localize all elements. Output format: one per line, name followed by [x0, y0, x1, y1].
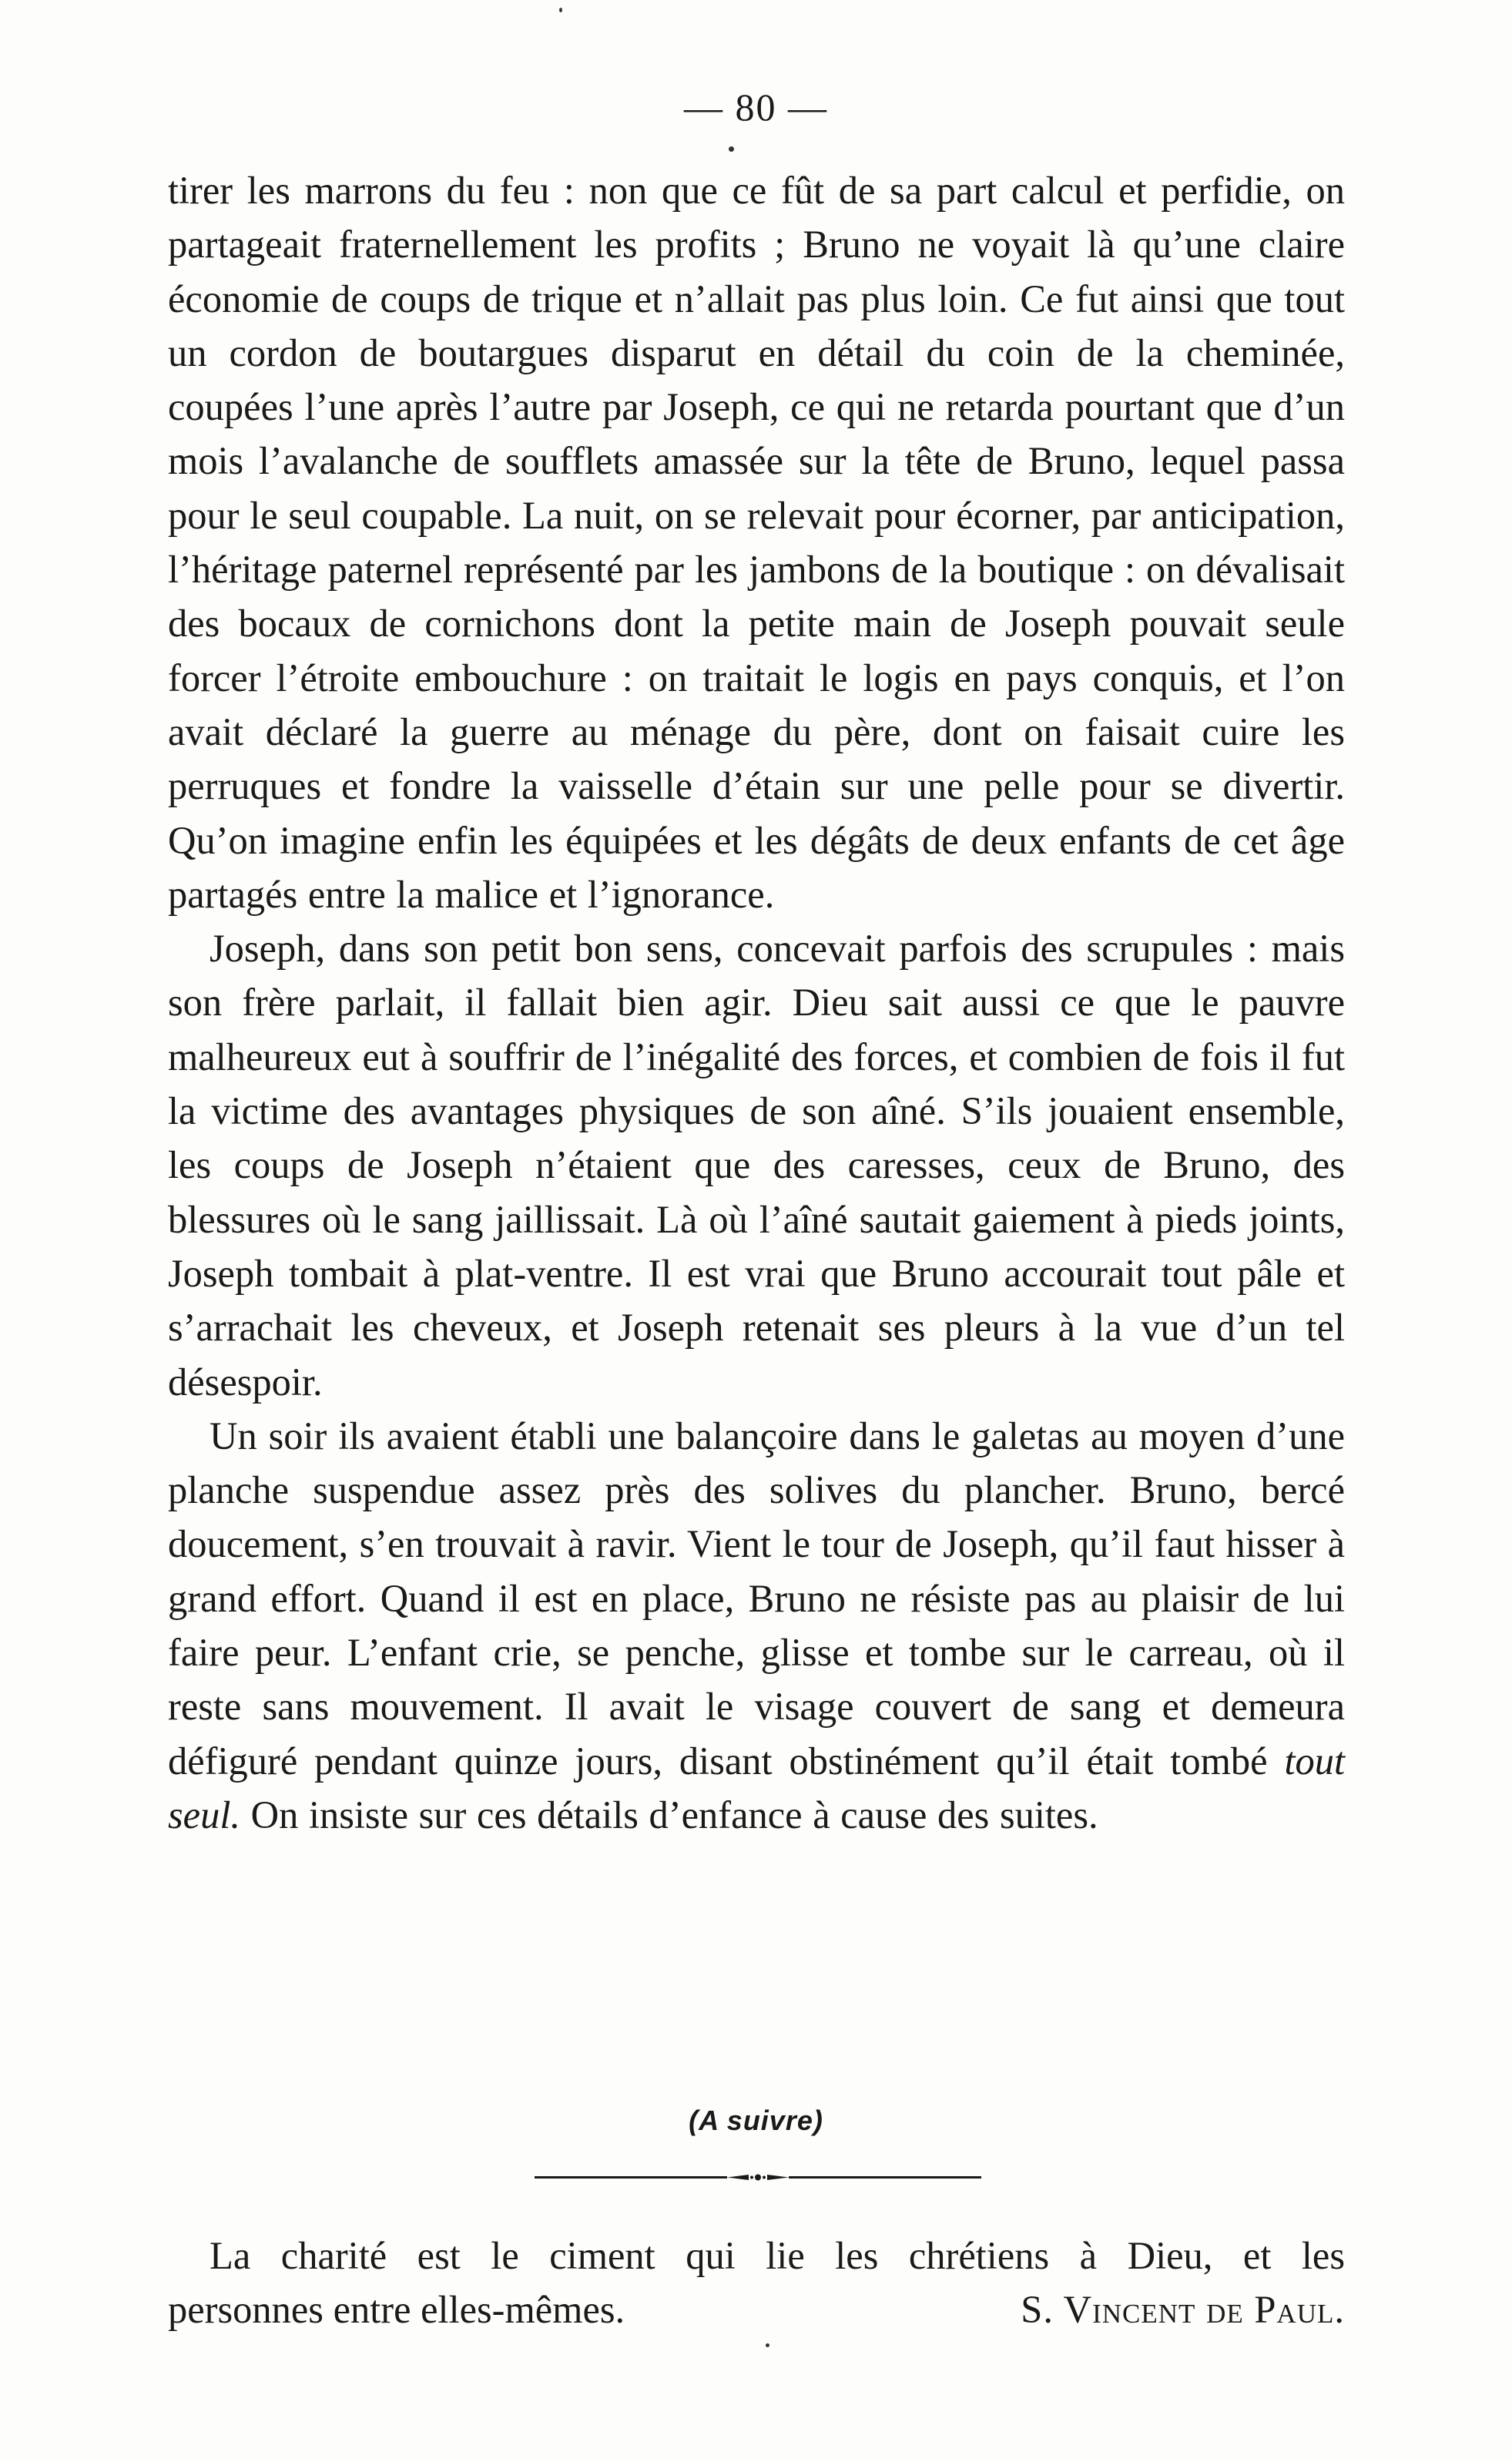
quote-line-1: La charité est le ciment qui lie les chrétiens à Dieu, et les [210, 2234, 1345, 2277]
ornament-divider [535, 2170, 981, 2185]
scan-speck [729, 146, 734, 152]
ornament-rule-left [535, 2176, 727, 2179]
page-number: — 80 — [684, 86, 828, 129]
quote-author: S. Vincent de Paul. [1021, 2288, 1345, 2332]
paragraph-3-end: On insiste sur ces détails d’enfance à cause des suites. [240, 1793, 1098, 1836]
scan-speck [766, 2343, 769, 2347]
paragraph-3-text: Un soir ils avaient établi une balançoire dans le galetas au moyen d’une planche suspendue assez près des solives du plancher. Bruno, bercé doucement, s’en trouvait à ravir. Vient le tour de Joseph, qu’il faut hisser à grand effort. Quand il est en place, Bruno ne résiste pas au plaisir de lui faire peur. L’enfant crie, se penche, glisse et tombe sur le carreau, où il reste sans mouvement. Il avait le visage couvert de sang et demeura défiguré pendant quinze jours, disant obstinément qu’il était tombé [168, 1414, 1345, 1783]
body-text [168, 163, 1345, 1842]
paragraph-2: Joseph, dans son petit bon sens, concevait parfois des scrupules : mais son frère parlait, il fallait bien agir. Dieu sait aussi ce que le pauvre malheureux eut à souffrir de l’inégalité des forces, et combien de fois il fut la victime des avantages physiques de son aîné. S’ils jouaient ensemble, les coups de Joseph n’étaient que des caresses, ceux de Bruno, des blessures où le sang jaillissait. Là où l’aîné sautait gaiement à pieds joints, Joseph tombait à plat-ventre. Il est vrai que Bruno accourait tout pâle et s’arrachait les cheveux, et Joseph retenait ses pleurs à la vue d’un tel désespoir. [168, 927, 1345, 1404]
quote-line-2-text: personnes entre elles-mêmes. [168, 2288, 625, 2332]
paragraph-3-italic: tout seul. [168, 1739, 1345, 1836]
ornament-center-icon [727, 2170, 789, 2185]
closing-quote [168, 2229, 1345, 2336]
paragraph-1: tirer les marrons du feu : non que ce fût de sa part calcul et perfidie, on partageait fraternellement les profits ; Bruno ne voyait là qu’une claire économie de coups de trique et n’allait pas plus loin. Ce fut ainsi que tout un cordon de boutargues disparut en détail du coin de la cheminée, coupées l’une après l’autre par Joseph, ce qui ne retarda pourtant que d’un mois l’avalanche de soufflets amassée sur la tête de Bruno, lequel passa pour le seul coupable. La nuit, on se relevait pour écorner, par anticipation, l’héritage paternel représenté par les jambons de la boutique : on dévalisait des bocaux de cornichons dont la petite main de Joseph pouvait seule forcer l’étroite embouchure : on traitait le logis en pays conquis, et l’on avait déclaré la guerre au ménage du père, dont on faisait cuire les perruques et fondre la vaisselle d’étain sur une pelle pour se divertir. Qu’on imagine enfin les équipées et les dégâts de deux enfants de cet âge partagés entre la malice et l’ignorance. [168, 169, 1345, 916]
scan-speck [559, 8, 562, 12]
ornament-rule-right [789, 2176, 981, 2179]
paragraph-3 [168, 1409, 1345, 1842]
to-be-continued: (A suivre) [689, 2105, 823, 2136]
quote-line-2 [168, 2283, 1345, 2336]
